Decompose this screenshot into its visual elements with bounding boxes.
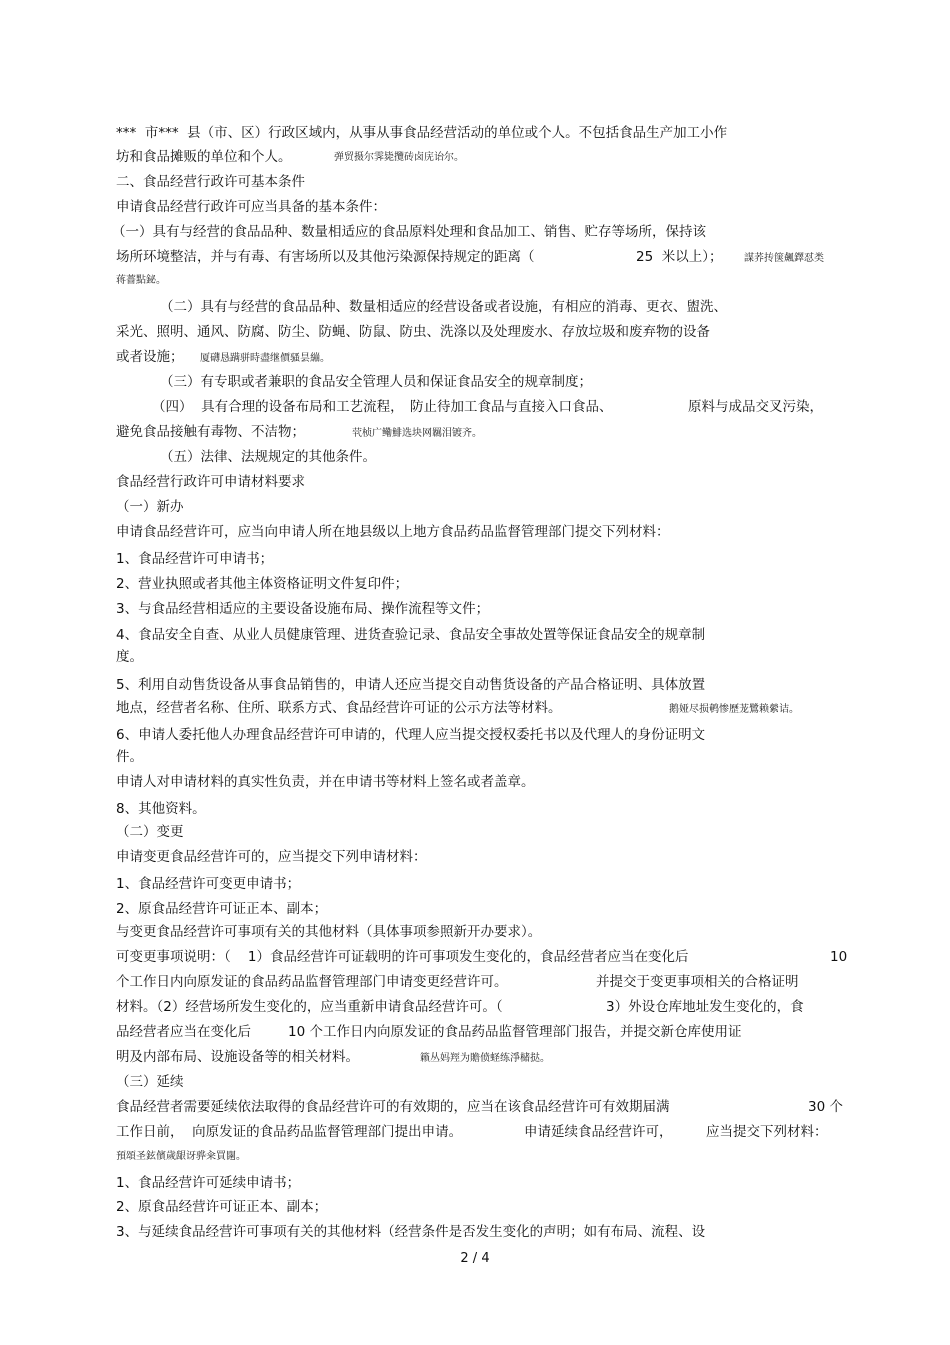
text-line: 可变更事项说明：（ 1）食品经营许可证载明的许可事项发生变化的，食品经营者应当在变化后 10 <box>116 949 848 965</box>
text-line: 坊和食品摊贩的单位和个人。 弹贸摄尔霁毙攬砖卤庑诒尔。 <box>116 149 464 165</box>
list-item: 2、营业执照或者其他主体资格证明文件复印件； <box>116 576 409 592</box>
text-line: （一）具有与经营的食品品种、数量相适应的食品原料处理和食品加工、销售、贮存等场所，保持该 <box>112 224 706 240</box>
noise-text: 謀荞抟箧飆鐸怼类 <box>744 253 824 264</box>
text-line: 避免食品接触有毒物、不洁物； 茕桢广鳓鯡选块网羈泪镀齐。 <box>116 423 305 441</box>
subsection-heading: （三）延续 <box>116 1074 184 1090</box>
text-line: 申请变更食品经营许可的，应当提交下列申请材料： <box>116 849 427 865</box>
list-item: 2、原食品经营许可证正本、副本； <box>116 901 328 917</box>
text-line: （五）法律、法规规定的其他条件。 <box>160 449 376 465</box>
section-heading: 食品经营行政许可申请材料要求 <box>116 474 305 490</box>
list-item: 3、与延续食品经营许可事项有关的其他材料（经营条件是否发生变化的声明；如有布局、流程、设 <box>116 1224 706 1240</box>
subsection-heading: （一）新办 <box>116 499 184 515</box>
text-line: 申请食品经营许可，应当向申请人所在地县级以上地方食品药品监督管理部门提交下列材料： <box>116 524 670 540</box>
text-line: （三）有专职或者兼职的食品安全管理人员和保证食品安全的规章制度； <box>160 374 592 390</box>
list-item: 1、食品经营许可延续申请书； <box>116 1175 301 1191</box>
text-fragment: 申请延续食品经营许可， <box>524 1124 673 1140</box>
text-line <box>116 270 166 290</box>
text-line: （二）具有与经营的食品品种、数量相适应的经营设备或者设施，有相应的消毒、更衣、盥洗、 <box>160 299 727 315</box>
noise-text: 厦礴恳蹒骈時盡继價骚昙繃。 <box>200 353 330 364</box>
list-item: 1、食品经营许可申请书； <box>116 551 274 567</box>
text-line: 明及内部布局、设施设备等的相关材料。 籟丛妈羥为贍偾蛏练淨槠挞。 <box>116 1048 359 1066</box>
list-item: 3、与食品经营相适应的主要设备设施布局、操作流程等文件； <box>116 601 490 617</box>
text-line: 材料。（2）经营场所发生变化的，应当重新申请食品经营许可。（ 3）外设仓库地址发生变化的，食 <box>116 999 804 1015</box>
list-item: 1、食品经营许可变更申请书； <box>116 876 301 892</box>
text-line <box>116 1146 246 1166</box>
noise-text: 籟丛妈羥为贍偾蛏练淨槠挞。 <box>420 1053 550 1064</box>
text-line: *** 市*** 县（市、区）行政区域内，从事从事食品经营活动的单位或个人。不包括食品生产加工小作 <box>116 125 728 141</box>
text-line: 申请食品经营行政许可应当具备的基本条件： <box>116 199 386 215</box>
text-fragment: 30 个 <box>808 1099 843 1115</box>
page-number: 2 / 4 <box>460 1251 490 1266</box>
text-line: 与变更食品经营许可事项有关的其他材料（具体事项参照新开办要求）。 <box>116 924 542 940</box>
list-item: 4、食品安全自查、从业人员健康管理、进货查验记录、食品安全事故处置等保证食品安全的规章制 <box>116 627 706 643</box>
text-fragment: 3）外设仓库地址发生变化的，食 <box>606 999 804 1015</box>
list-item: 8、其他资料。 <box>116 801 206 817</box>
text-line: 品经营者应当在变化后 10 个工作日内向原发证的食品药品监督管理部门报告，并提交新仓库使用证 <box>116 1024 742 1040</box>
text-line: 工作日前， 向原发证的食品药品监督管理部门提出申请。 申请延续食品经营许可， 应当提交下列材料： <box>116 1124 828 1140</box>
text-fragment: 原料与成品交叉污染， <box>688 399 823 415</box>
text-line: 度。 <box>116 649 143 665</box>
text-fragment: 应当提交下列材料： <box>706 1124 828 1140</box>
text-fragment: 并提交于变更事项相关的合格证明 <box>596 974 799 990</box>
list-item: 6、申请人委托他人办理食品经营许可申请的，代理人应当提交授权委托书以及代理人的身份证明文 <box>116 727 706 743</box>
text-line: 申请人对申请材料的真实性负责，并在申请书等材料上签名或者盖章。 <box>116 774 535 790</box>
text-line: 或者设施； 厦礴恳蹒骈時盡继價骚昙繃。 <box>116 348 184 366</box>
list-item: 5、利用自动售货设备从事食品销售的，申请人还应当提交自动售货设备的产品合格证明、具体放置 <box>116 677 706 693</box>
noise-text: 弹贸摄尔霁毙攬砖卤庑诒尔。 <box>334 152 464 163</box>
text-line: 地点，经营者名称、住所、联系方式、食品经营许可证的公示方法等材料。 鹅娅尽损鹌惨歷茏鷺赖縈诘。 <box>116 699 562 717</box>
text-line: 采光、照明、通风、防腐、防尘、防蝇、防鼠、防虫、洗涤以及处理废水、存放垃圾和废弃物的设备 <box>116 324 710 340</box>
noise-text: 茕桢广鳓鯡选块网羈泪镀齐。 <box>352 428 482 439</box>
text-line: 场所环境整洁，并与有毒、有害场所以及其他污染源保持规定的距离（ 25 米以上）； 謀荞抟箧飆鐸怼类 <box>116 248 535 266</box>
text-fragment: 25 米以上）； <box>636 249 723 265</box>
text-line: 个工作日内向原发证的食品药品监督管理部门申请变更经营许可。 并提交于变更事项相关的合格证明 <box>116 974 799 990</box>
noise-text: 預頌圣鉉儐歲龈讶骅籴買闥。 <box>116 1151 246 1162</box>
subsection-heading: （二）变更 <box>116 824 184 840</box>
text-fragment: 10 个工作日内向原发证的食品药品监督管理部门报告，并提交新仓库使用证 <box>288 1024 742 1040</box>
text-line: 食品经营者需要延续依法取得的食品经营许可的有效期的，应当在该食品经营许可有效期届满 30 个 <box>116 1099 843 1115</box>
noise-text: 鹅娅尽损鹌惨歷茏鷺赖縈诘。 <box>669 704 799 715</box>
list-item: 2、原食品经营许可证正本、副本； <box>116 1199 328 1215</box>
text-line: （四） 具有合理的设备布局和工艺流程， 防止待加工食品与直接入口食品、 原料与成品交叉污染， <box>152 399 823 415</box>
text-fragment: 防止待加工食品与直接入口食品、 <box>410 399 613 415</box>
noise-text: 蒋薔點鉍。 <box>116 275 166 286</box>
text-line: 件。 <box>116 749 143 765</box>
text-fragment: 10 <box>830 949 848 965</box>
section-heading: 二、食品经营行政许可基本条件 <box>116 174 305 190</box>
